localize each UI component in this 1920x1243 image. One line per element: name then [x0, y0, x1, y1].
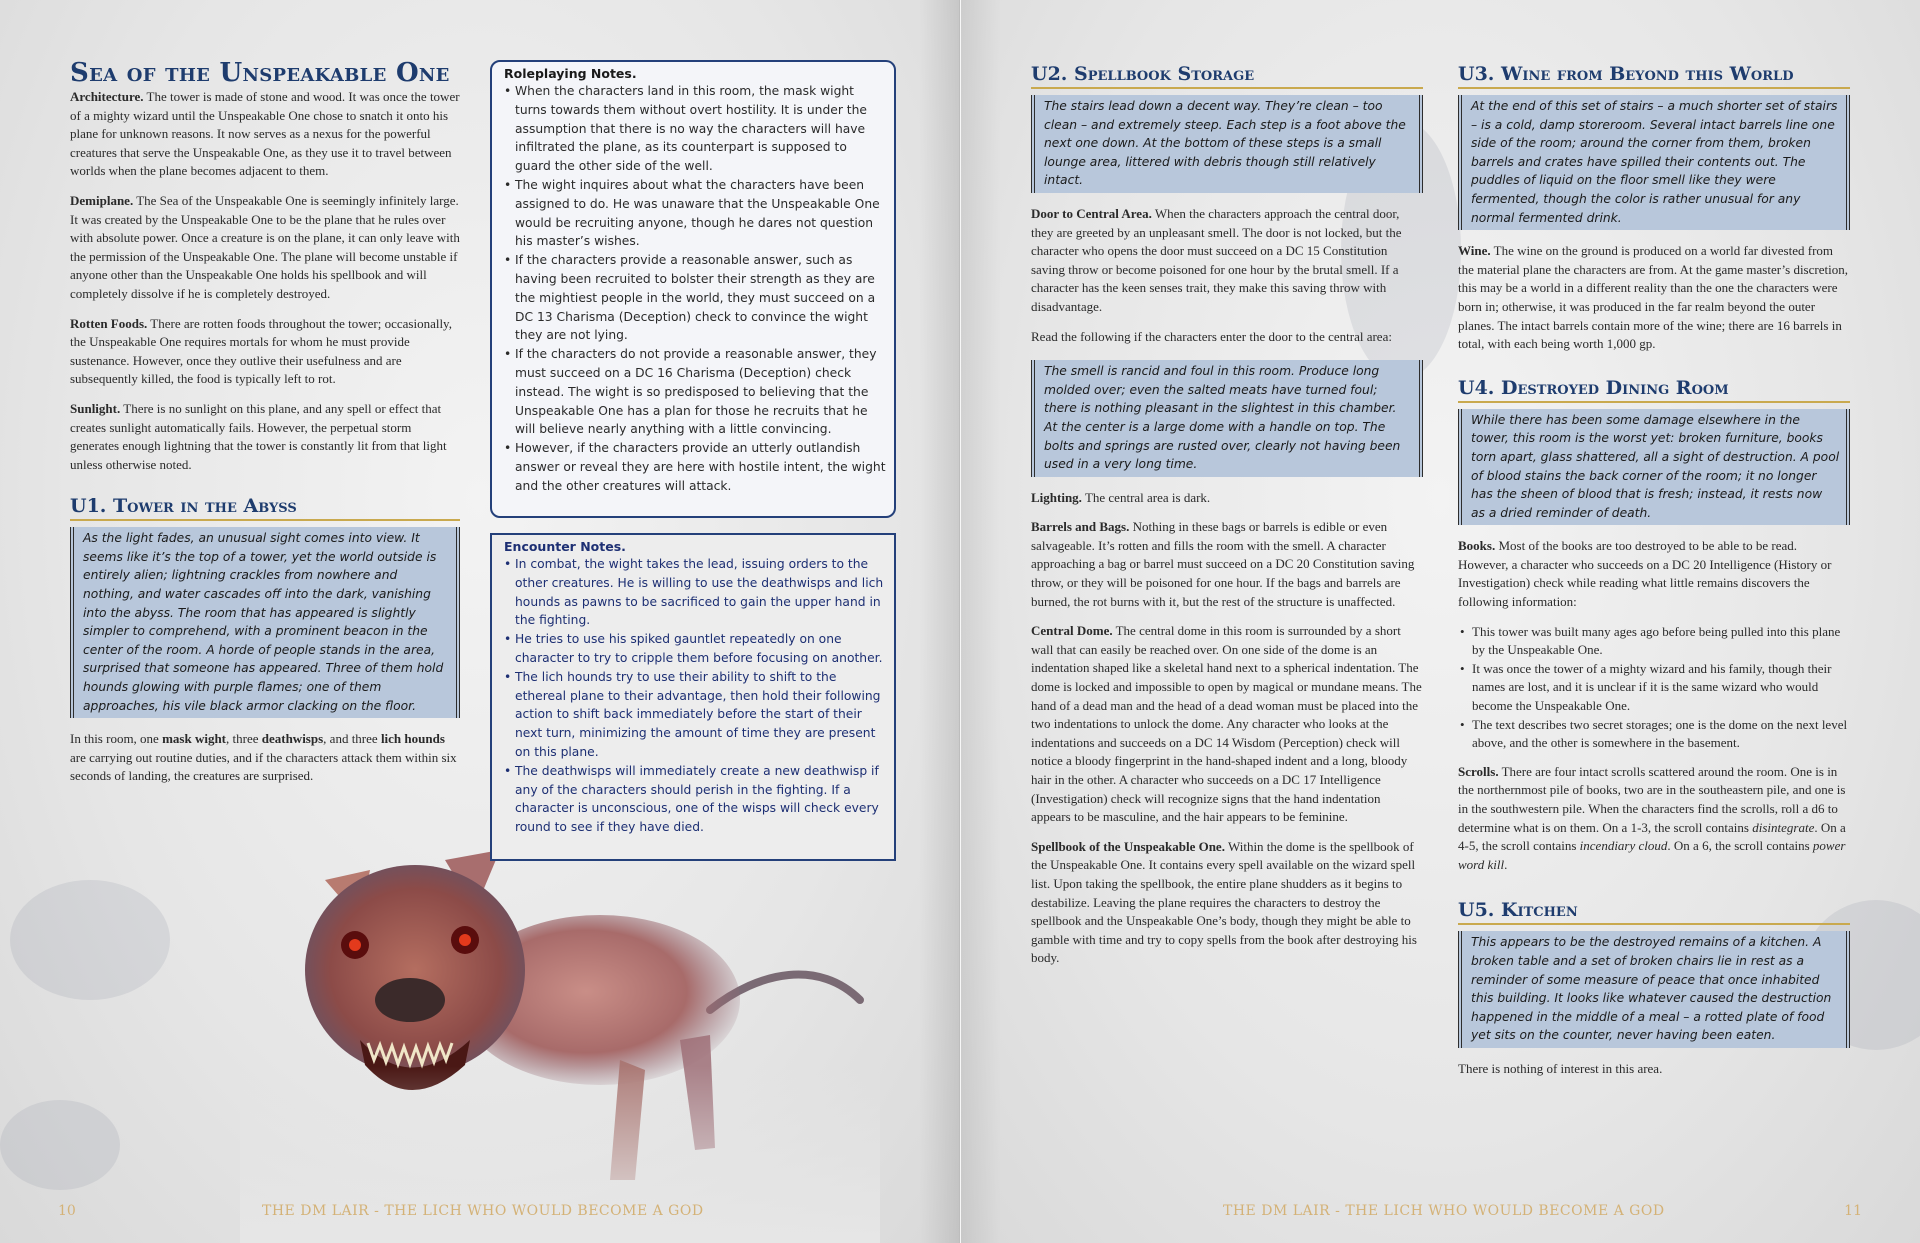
list-item: • In combat, the wight takes the lead, issuing orders to the other creatures. He is willing to use the deathwisps and lich hounds as pawns to be sacrificed to gain the upper hand in the fighting.	[504, 555, 886, 630]
paragraph-books: Books. Most of the books are too destroyed to be able to be read. However, a character who succeeds on a DC 20 Intelligence (History or Investigation) check while reading what little remains discovers the following information:	[1458, 538, 1832, 610]
list-item: • If the characters do not provide a reasonable answer, they must succeed on a DC 16 Charisma (Deception) check instead. The wight is so predisposed to believing that the Unspeakable One has a plan for those he recruits that he will believe nearly anything with a little convincing.	[504, 345, 886, 439]
read-aloud-box-u3: At the end of this set of stairs – a much shorter set of stairs – is a cold, damp storeroom. Several intact barrels line one side of the room; around the corner from them, broken barrels and crates have spilled their contents out. The puddles of liquid on the floor smell like they were fermented, though the color is rather unusual for any normal fermented drink.	[1458, 95, 1850, 230]
list-item: • The text describes two secret storages; one is the dome on the next level above, and the other is somewhere in the basement.	[1458, 716, 1850, 753]
paragraph-spellbook: Spellbook of the Unspeakable One. Within the dome is the spellbook of the Unspeakable One. It contains every spell available on the wizard spell list. Upon taking the spellbook, the entire plane shudders as it begins to destabilize. Leaving the plane requires the characters to destroy the spellbook and the Unspeakable One’s body, though they might be able to gamble with time and try to copy spells from the book after destroying his body.	[1031, 838, 1417, 966]
roleplaying-notes-box	[490, 60, 896, 518]
paragraph-kitchen: There is nothing of interest in this area.	[1458, 1060, 1663, 1076]
paragraph-central-dome: Central Dome. The central dome in this room is surrounded by a short wall that can easily be reached over. On one side of the dome is an indentation shaped like a skeletal hand next to a spherical indentation. The dome is locked and impossible to open by magical or mundane means. The hand of a dead man and the head of a dead woman must be placed into the two indentations to unlock the dome. Any character who looks at the indentations and succeeds on a DC 14 Wisdom (Perception) check will notice a bloody fingerprint in the hand-shaped indent and a long, bloody hair in the other. A character who succeeds on a DC 17 Intelligence (Investigation) check will recognize signs that the hand indentation appears to be masculine, and the hair appears to be feminine.	[1031, 623, 1422, 825]
list-item: • He tries to use his spiked gauntlet repeatedly on one character to try to cripple them before focusing on another.	[504, 630, 886, 668]
list-item: • This tower was built many ages ago before being pulled into this plane by the Unspeakable One.	[1458, 623, 1850, 660]
encounter-notes-title: Encounter Notes.	[504, 539, 626, 554]
right-column-b	[1458, 62, 1850, 1090]
paragraph-read-following: Read the following if the characters enter the door to the central area:	[1031, 328, 1392, 344]
paragraph-sunlight: Sunlight. There is no sunlight on this plane, and any spell or effect that creates sunlight automatically fails. However, the perpetual storm generates enough lightning that the tower is constantly lit from that light unless otherwise noted.	[70, 400, 447, 472]
list-item: • The deathwisps will immediately create a new deathwisp if any of the characters should perish in the fighting. If a character is unconscious, one of the wisps will check every round to see if they have died.	[504, 762, 886, 837]
read-aloud-box-u2: The stairs lead down a decent way. They’re clean – too clean – and extremely steep. Each step is a foot above the next one down. At the bottom of these steps is a small lounge area, littered with debris though still relatively intact.	[1031, 95, 1423, 193]
paragraph-wine: Wine. The wine on the ground is produced on a world far divested from the material plane the characters are from. At the game master’s discretion, this may be a world in a different reality than the one the characters were born in; otherwise, it was produced in the far realm beyond the outer planes. The intact barrels contain more of the wine; there are 16 barrels in total, with each being worth 1,000 gp.	[1458, 243, 1848, 352]
section-heading-u4: U4. Destroyed Dining Room	[1458, 376, 1850, 403]
encounter-notes-list	[504, 555, 886, 837]
read-aloud-box-u4: While there has been some damage elsewhere in the tower, this room is the worst yet: broken furniture, books torn apart, glass shattered, all a sight of destruction. A pool of blood stains the back corner of the room; it no longer has the sheen of blood that is fresh; instead, it rests now as a dried reminder of death.	[1458, 409, 1850, 526]
list-item: • When the characters land in this room, the mask wight turns towards them without overt hostility. It is under the assumption that there is no way the characters will have infiltrated the plane, as its counterpart is supposed to guard the other side of the well.	[504, 82, 886, 176]
page-number: 10	[58, 1203, 76, 1219]
section-heading-u1: U1. Tower in the Abyss	[70, 494, 460, 521]
paragraph-demiplane: Demiplane. The Sea of the Unspeakable One is seemingly infinitely large. It was created by the Unspeakable One to be the plane that he rules over with absolute power. Once a creature is on the plane, it can only leave with the permission of the Unspeakable One. The plane will become unstable if anyone other than the Unspeakable One holds his spellbook and will completely dissolve if he is completely destroyed.	[70, 192, 460, 301]
paragraph-u1-creatures: In this room, one mask wight, three deathwisps, and three lich hounds are carrying out routine duties, and if the characters attack them within six seconds of landing, the creatures are surprised.	[70, 731, 457, 784]
paragraph-architecture: Architecture. The tower is made of stone and wood. It was once the tower of a mighty wizard until the Unspeakable One chose to snatch it onto his plane for unknown reasons. It now serves as a nexus for the powerful creatures that serve the Unspeakable One, as they use it to travel between worlds when the plane becomes adjacent to them.	[70, 89, 460, 179]
page-footer: THE DM LAIR - THE LICH WHO WOULD BECOME A GOD	[262, 1203, 704, 1219]
section-heading-u3: U3. Wine from Beyond this World	[1458, 62, 1850, 89]
list-item: • The wight inquires about what the characters have been assigned to do. He was unaware that the Unspeakable One would be recruiting anyone, though he dares not question his master’s wishes.	[504, 176, 886, 251]
paragraph-barrels: Barrels and Bags. Nothing in these bags or barrels is edible or even salvageable. It’s rotten and fills the room with the smell. A character approaching a bag or barrel must succeed on a DC 20 Constitution saving throw, or they will be poisoned for one hour. If the bags and barrels are burned, the rot burns with it, but the rest of the structure is unaffected.	[1031, 519, 1415, 609]
paragraph-door: Door to Central Area. When the characters approach the central door, they are greeted by an unpleasant smell. The door is not locked, but the character who opens the door must succeed on a DC 15 Constitution saving throw or become poisoned for one hour by the brutal smell. If a character has the keen senses trait, they make this saving throw with disadvantage.	[1031, 205, 1402, 314]
left-column-main	[70, 58, 460, 797]
encounter-notes-box	[490, 533, 896, 861]
read-aloud-box-central: The smell is rancid and foul in this room. Produce long molded over; even the salted meats have turned foul; there is nothing pleasant in the slightest in this chamber. At the center is a large dome with a handle on top. The bolts and springs are rusted over, clearly not having been used in a very long time.	[1031, 360, 1423, 477]
paragraph-lighting: Lighting. The central area is dark.	[1031, 489, 1211, 505]
page-footer: THE DM LAIR - THE LICH WHO WOULD BECOME A GOD	[1223, 1203, 1665, 1219]
paragraph-rotten-foods: Rotten Foods. There are rotten foods throughout the tower; occasionally, the Unspeakable One requires mortals for whom he must provide sustenance. However, once they outlive their usefulness and are subsequently killed, the food is typically left to rot.	[70, 315, 452, 387]
books-info-list	[1458, 623, 1850, 753]
read-aloud-box-u1: As the light fades, an unusual sight comes into view. It seems like it’s the top of a tower, yet the world outside is entirely alien; lightning crackles from nowhere and nothing, and water cascades off into the dark, vanishing into the abyss. The room that has appeared is slightly simpler to comprehend, with a prominent beacon in the center of the room. A horde of people stands in the area, surprised that someone has appeared. Three of them hold hounds glowing with purple flames; one of them approaches, his vile black armor clacking on the floor.	[70, 527, 460, 718]
page-number: 11	[1844, 1203, 1862, 1219]
list-item: • The lich hounds try to use their ability to shift to the ethereal plane to their advantage, then hold their following action to shift back immediately before the start of their next turn, minimizing the amount of time they are present on this plane.	[504, 668, 886, 762]
read-aloud-box-u5: This appears to be the destroyed remains of a kitchen. A broken table and a set of broken chairs lie in rest as a reminder of some measure of peace that once inhabited this building. It looks like whatever caused the destruction happened in the middle of a meal – a rotted plate of food yet sits on the counter, never having been eaten.	[1458, 931, 1850, 1048]
right-page	[960, 0, 1920, 1243]
right-column-a	[1031, 62, 1423, 979]
list-item: • It was once the tower of a mighty wizard and his family, though their names are lost, and it is unclear if it is the same wizard who would become the Unspeakable One.	[1458, 660, 1850, 716]
roleplaying-notes-list	[504, 82, 886, 496]
page-title: Sea of the Unspeakable One	[70, 58, 450, 88]
list-item: • However, if the characters provide an utterly outlandish answer or reveal they are here with hostile intent, the wight and the other creatures will attack.	[504, 439, 886, 495]
list-item: • If the characters provide a reasonable answer, such as having been recruited to bolster their strength as they are the mightiest people in the world, they must succeed on a DC 13 Charisma (Deception) check to convince the wight they are not lying.	[504, 251, 886, 345]
roleplaying-notes-title: Roleplaying Notes.	[504, 66, 637, 81]
section-heading-u5: U5. Kitchen	[1458, 898, 1850, 925]
lich-hound-illustration	[240, 850, 880, 1243]
section-heading-u2: U2. Spellbook Storage	[1031, 62, 1423, 89]
paragraph-scrolls: Scrolls. There are four intact scrolls scattered around the room. One is in the northernmost pile of books, two are in the southeastern pile, and one is in the southwestern pile. When the characters find the scrolls, roll a d6 to determine what is on them. On a 1-3, the scroll contains disintegrate. On a 4-5, the scroll contains incendiary cloud. On a 6, the scroll contains power word kill.	[1458, 763, 1846, 872]
